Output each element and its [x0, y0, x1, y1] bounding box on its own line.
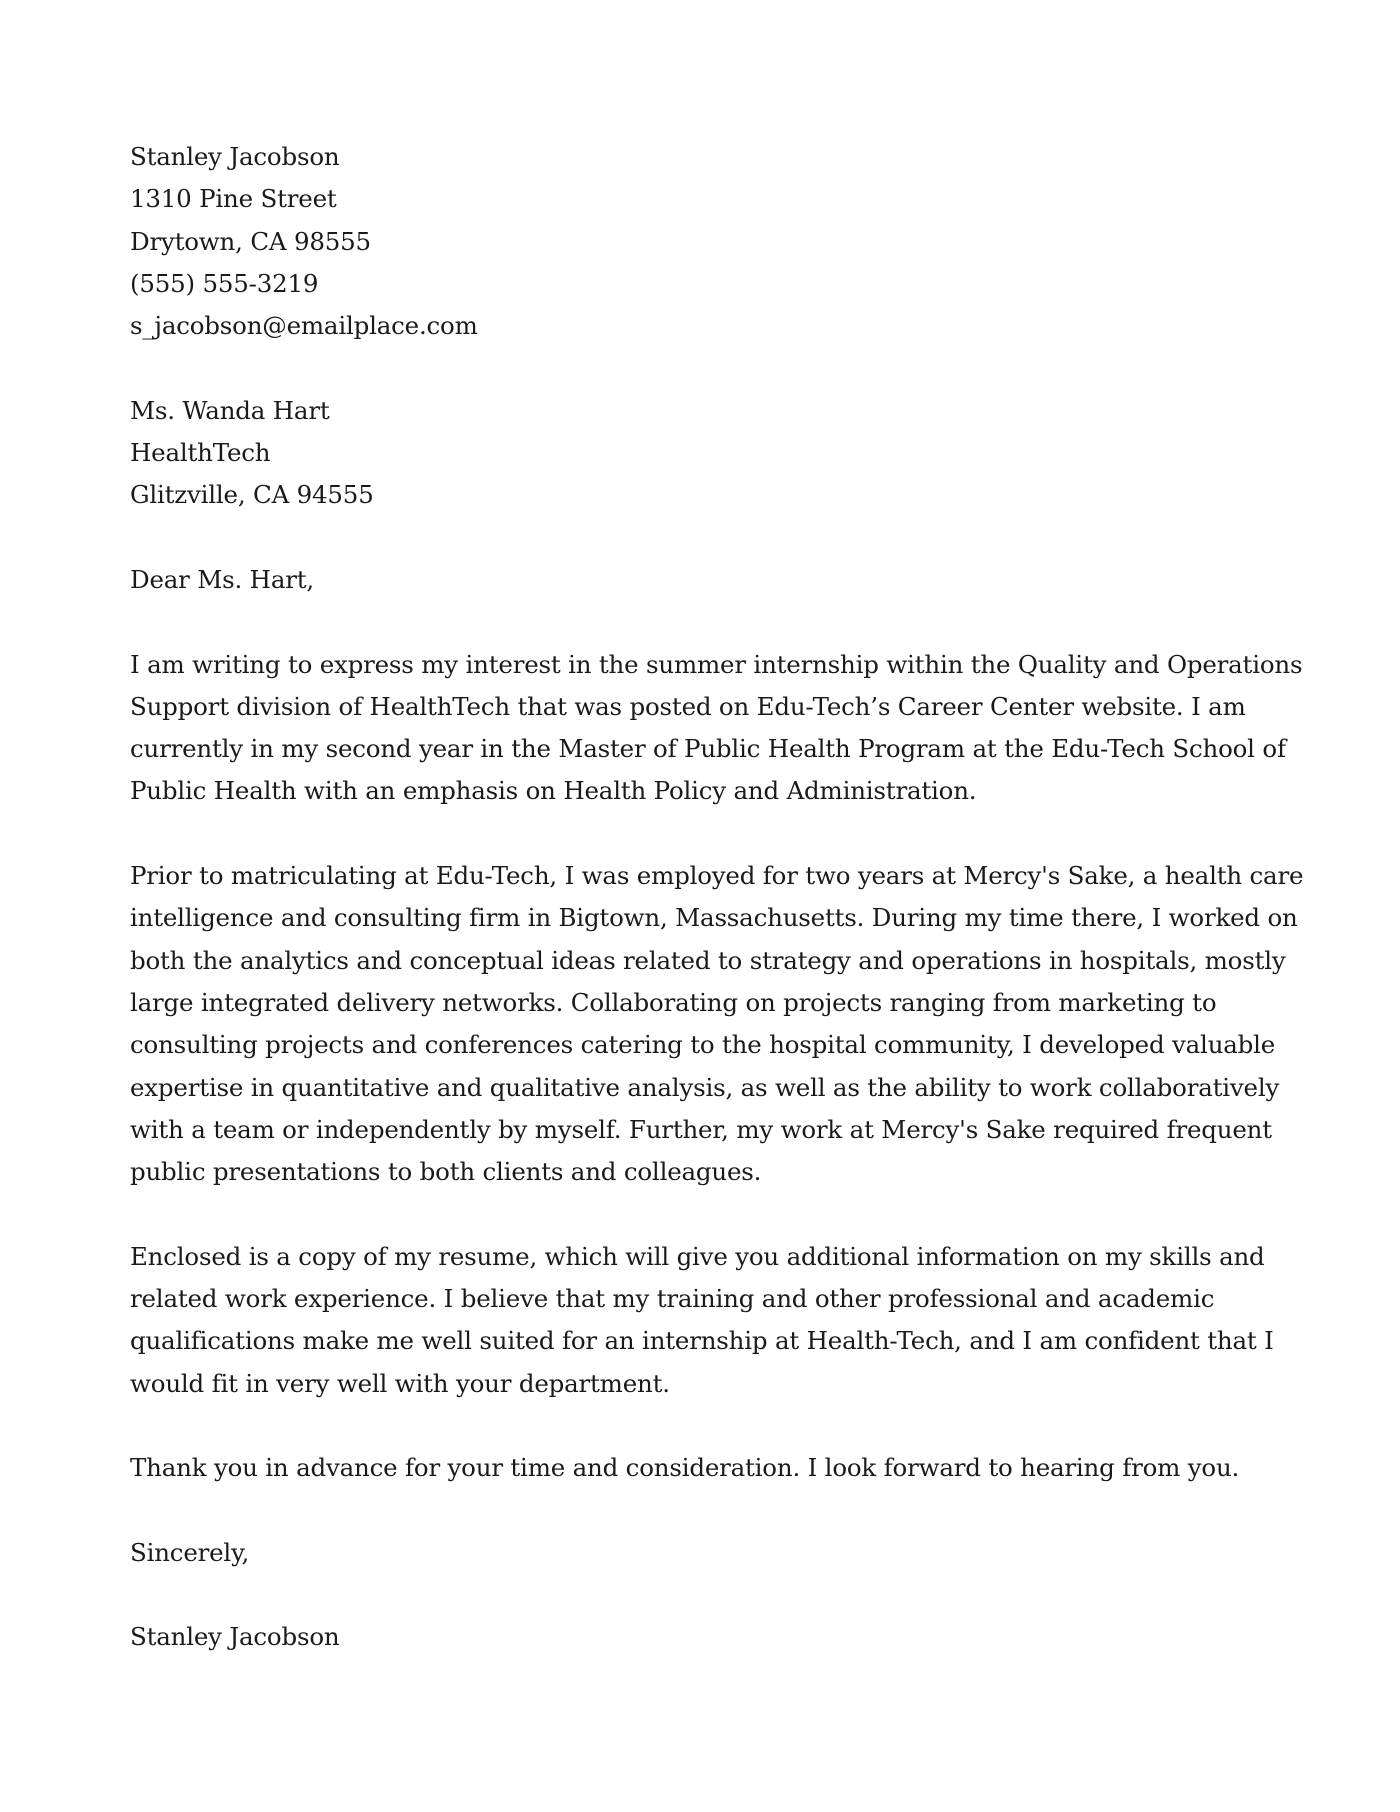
paragraph-line: related work experience. I believe that my training and other professional and academic: [130, 1284, 1215, 1314]
paragraph-line: Enclosed is a copy of my resume, which will give you additional information on my skills and: [130, 1241, 1265, 1271]
sender-city-state-zip: Drytown, CA 98555: [130, 226, 371, 256]
paragraph-line: public presentations to both clients and colleagues.: [130, 1157, 762, 1187]
recipient-address: [130, 390, 1270, 517]
paragraph-line: expertise in quantitative and qualitative analysis, as well as the ability to work collaboratively: [130, 1072, 1280, 1102]
closing-block: [130, 1532, 1270, 1574]
paragraph-line: with a team or independently by myself. Further, my work at Mercy's Sake required frequent: [130, 1114, 1272, 1144]
salutation: Dear Ms. Hart,: [130, 564, 315, 594]
paragraph-line: intelligence and consulting firm in Bigtown, Massachusetts. During my time there, I worked on: [130, 903, 1298, 933]
paragraph-line: would fit in very well with your department.: [130, 1368, 670, 1398]
signature-block: [130, 1616, 1270, 1658]
body-paragraph-3: [130, 1236, 1274, 1405]
sender-email: s_jacobson@emailplace.com: [130, 311, 478, 341]
sender-phone: (555) 555-3219: [130, 268, 319, 298]
paragraph-line: qualifications make me well suited for an internship at Health-Tech, and I am confident that I: [130, 1326, 1274, 1356]
salutation-block: [130, 559, 1270, 601]
paragraph-line: I am writing to express my interest in the summer internship within the Quality and Operations: [130, 649, 1303, 679]
body-paragraph-2: [130, 855, 1304, 1193]
recipient-company: HealthTech: [130, 438, 271, 468]
closing: Sincerely,: [130, 1537, 250, 1567]
sender-name: Stanley Jacobson: [130, 142, 340, 171]
paragraph-line: Support division of HealthTech that was posted on Edu-Tech’s Career Center website. I am: [130, 691, 1246, 721]
paragraph-line: Prior to matriculating at Edu-Tech, I was employed for two years at Mercy's Sake, a health care: [130, 861, 1304, 891]
sender-address: [130, 136, 1270, 347]
signature-name: Stanley Jacobson: [130, 1622, 340, 1652]
paragraph-line: Public Health with an emphasis on Health Policy and Administration.: [130, 776, 977, 806]
paragraph-line: both the analytics and conceptual ideas related to strategy and operations in hospitals, mostly: [130, 945, 1286, 975]
cover-letter: [130, 136, 1304, 1701]
paragraph-line: currently in my second year in the Master of Public Health Program at the Edu-Tech School of: [130, 734, 1286, 764]
body-paragraph-4: [130, 1447, 1270, 1489]
body-paragraph-1: [130, 644, 1303, 813]
recipient-name: Ms. Wanda Hart: [130, 395, 330, 425]
paragraph-line: large integrated delivery networks. Collaborating on projects ranging from marketing to: [130, 987, 1217, 1017]
paragraph-line: consulting projects and conferences catering to the hospital community, I developed valuable: [130, 1030, 1276, 1060]
paragraph-line: Thank you in advance for your time and consideration. I look forward to hearing from you.: [130, 1453, 1240, 1483]
recipient-city-state-zip: Glitzville, CA 94555: [130, 480, 374, 510]
sender-street: 1310 Pine Street: [130, 184, 337, 214]
